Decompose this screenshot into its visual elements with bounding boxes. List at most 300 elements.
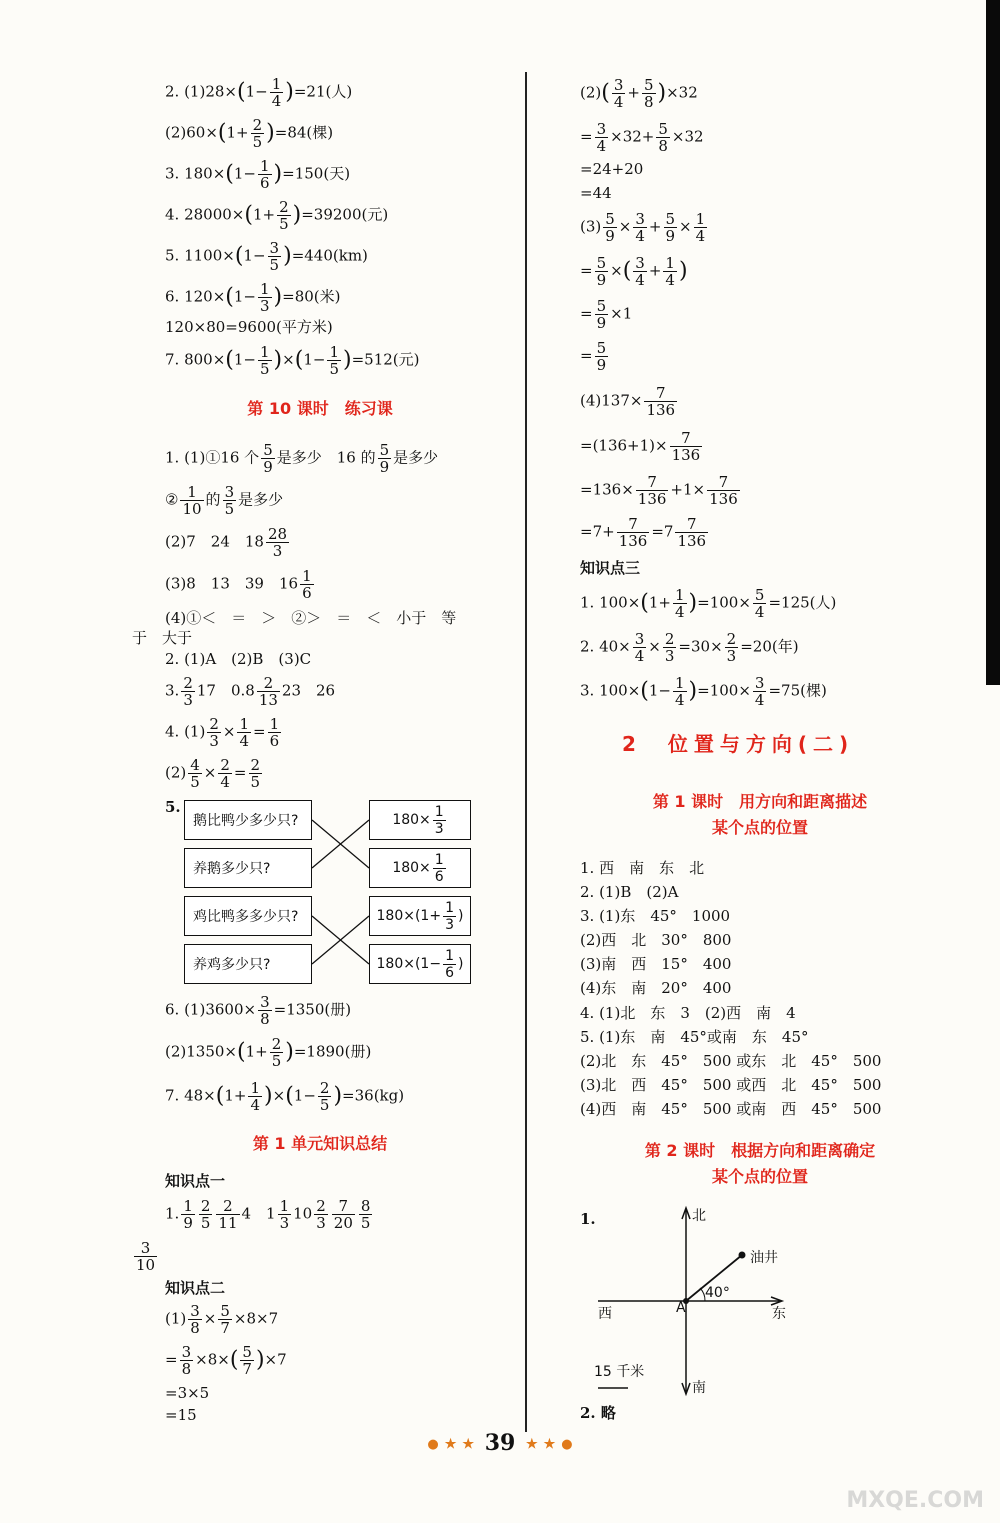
denominator: 4: [635, 271, 645, 289]
text-run: ×1: [610, 304, 633, 323]
text-line: 3. (1)东 45° 1000: [580, 907, 731, 925]
text-run: +: [648, 261, 662, 280]
text-run: =80(米): [282, 287, 341, 306]
denominator: 3: [260, 297, 270, 315]
text-run: ): [458, 908, 464, 924]
compass-label-target: 油井: [750, 1250, 778, 1266]
numerator: 2: [200, 1197, 211, 1215]
denominator: 5: [329, 360, 339, 378]
denominator: 6: [269, 732, 280, 750]
text-line: 1.: [580, 1210, 596, 1228]
text-run: 1−: [233, 350, 256, 369]
text-run: =(136+1)×: [580, 436, 668, 455]
numerator: 3: [181, 1343, 192, 1361]
paren: ): [688, 590, 698, 616]
text-run: (3)8 13 39 16: [165, 574, 299, 593]
denominator: 4: [675, 691, 685, 709]
numerator: 5: [596, 254, 607, 272]
numerator: 3: [634, 630, 645, 648]
numerator: 2: [316, 1197, 326, 1215]
paren: ): [273, 284, 283, 310]
numerator: 2: [209, 715, 219, 733]
text-run: =30×: [678, 637, 723, 656]
numerator: 3: [190, 1302, 200, 1320]
numerator: 1: [445, 899, 454, 916]
denominator: 3: [209, 732, 219, 750]
watermark: MXQE.COM: [846, 1488, 984, 1513]
numerator: 3: [134, 1240, 157, 1257]
denominator: 8: [643, 93, 654, 111]
text-run: ×32: [666, 83, 698, 102]
text-line: 于 大于: [132, 629, 193, 647]
text-run: =: [165, 1350, 178, 1369]
numerator: 1: [260, 280, 270, 298]
numerator: 1: [250, 1079, 261, 1097]
text-run: 1.: [165, 1204, 180, 1223]
paren: ): [285, 1039, 294, 1065]
denominator: 9: [183, 1214, 193, 1232]
numerator: 7: [675, 516, 708, 533]
paren: ): [678, 258, 688, 284]
numerator: 2: [319, 1079, 330, 1097]
paren: (: [229, 1347, 239, 1373]
text-run: 180×(1−: [376, 956, 442, 972]
numerator: 1: [445, 947, 454, 964]
paren: (: [225, 161, 234, 187]
paren: ): [292, 202, 302, 228]
text-run: 180×: [392, 812, 431, 828]
text-run: 6. (1)3600×: [165, 1000, 257, 1019]
numerator: 2: [726, 630, 737, 648]
text-run: =36(kg): [342, 1086, 405, 1105]
text-run: ×: [679, 217, 692, 236]
denominator: 136: [709, 490, 738, 508]
denominator: 4: [754, 603, 765, 621]
text-line: (4)①＜ ＝ ＞ ②＞ ＝ ＜ 小于 等: [165, 609, 457, 627]
text-run: 1−: [245, 82, 268, 101]
text-run: 1+: [224, 1086, 247, 1105]
text-run: 是多少: [238, 490, 284, 509]
denominator: 11: [218, 1214, 238, 1232]
paren: ): [342, 347, 352, 373]
text-run: =: [580, 304, 593, 323]
numerator: 3: [596, 120, 607, 138]
denominator: 6: [445, 964, 454, 981]
text-line: (3)北 西 45° 500 或西 北 45° 500: [580, 1076, 882, 1094]
numerator: 1: [239, 715, 249, 733]
paren: ): [283, 243, 292, 269]
star-icon: ★: [525, 1436, 538, 1452]
paren: (: [601, 80, 610, 106]
section-heading: 第 2 课时 根据方向和距离确定: [644, 1141, 876, 1160]
text-run: ×: [203, 763, 217, 782]
numerator: 2: [216, 1198, 239, 1215]
denominator: 6: [434, 868, 444, 885]
text-line: 5.: [165, 798, 181, 816]
unit-heading: 2 位置与方向(二): [622, 732, 855, 756]
text-run: 1−: [243, 246, 266, 265]
numerator: 8: [360, 1197, 371, 1215]
denominator: 8: [260, 1010, 270, 1028]
denominator: 4: [220, 773, 230, 791]
text-run: =39200(元): [301, 205, 389, 224]
denominator: 5: [260, 360, 270, 378]
text-run: (4)137×: [580, 391, 643, 410]
paren: ): [255, 1347, 265, 1373]
text-run: 1+: [226, 123, 249, 142]
denominator: 9: [665, 227, 676, 245]
paren: ): [266, 120, 275, 146]
numerator: 1: [329, 343, 339, 361]
text-run: ×: [203, 1309, 217, 1328]
denominator: 4: [754, 691, 765, 709]
denominator: 9: [596, 271, 607, 289]
text-run: =21(人): [293, 82, 353, 101]
numerator: 1: [695, 210, 706, 228]
text-run: 1+: [245, 1042, 268, 1061]
numerator: 7: [707, 474, 740, 491]
numerator: 1: [675, 674, 685, 692]
denominator: 136: [646, 401, 676, 419]
numerator: 7: [670, 430, 703, 447]
text-run: =75(棵): [768, 681, 827, 700]
text-line: =24+20: [580, 160, 644, 178]
numerator: 2: [250, 756, 261, 774]
text-run: 7. 800×: [165, 350, 226, 369]
denominator: 8: [658, 137, 668, 155]
denominator: 5: [252, 133, 263, 151]
denominator: 9: [596, 356, 607, 374]
denominator: 5: [271, 1052, 282, 1070]
text-line: 2. (1)A (2)B (3)C: [165, 650, 312, 668]
numerator: 28: [267, 525, 288, 543]
denominator: 5: [360, 1214, 371, 1232]
paren: (: [237, 1039, 246, 1065]
denominator: 6: [302, 584, 312, 602]
paren: (: [622, 258, 632, 284]
text-run: 的: [205, 490, 221, 509]
text-run: 1+: [252, 205, 276, 224]
text-run: 23 26: [281, 681, 336, 700]
paren: ): [688, 678, 698, 704]
text-line: =15: [165, 1406, 197, 1424]
numerator: 3: [224, 483, 235, 501]
text-run: ×: [648, 637, 661, 656]
numerator: 3: [635, 210, 645, 228]
text-run: 1−: [233, 287, 256, 306]
text-run: 3.: [165, 681, 180, 700]
denominator: 13: [258, 691, 278, 709]
numerator: 2: [220, 756, 230, 774]
denominator: 3: [316, 1214, 326, 1232]
text-run: =512(元): [351, 350, 420, 369]
numerator: 7: [617, 516, 650, 533]
denominator: 4: [271, 92, 282, 110]
text-run: (2)7 24 18: [165, 532, 264, 551]
paren: ): [333, 1083, 343, 1109]
text-run: (2): [580, 83, 602, 102]
paren: (: [640, 590, 649, 616]
denominator: 5: [269, 256, 280, 274]
denominator: 4: [596, 137, 607, 155]
numerator: 1: [665, 254, 675, 272]
section-heading: 某个点的位置: [711, 1167, 808, 1186]
text-line: =3×5: [165, 1384, 210, 1402]
numerator: 1: [260, 157, 270, 175]
numerator: 5: [263, 441, 273, 459]
denominator: 9: [605, 227, 615, 245]
numerator: 1: [180, 484, 203, 501]
text-run: 17 0.8: [196, 681, 255, 700]
paren: (: [225, 284, 234, 310]
text-run: 180×(1+: [376, 908, 442, 924]
paren: (: [294, 347, 304, 373]
numerator: 7: [644, 385, 677, 402]
numerator: 3: [613, 76, 624, 94]
text-run: 1. (1)①16 个: [165, 448, 260, 467]
numerator: 2: [257, 675, 280, 692]
text-run: ×8×: [195, 1350, 230, 1369]
numerator: 1: [434, 803, 444, 820]
text-run: =1890(册): [293, 1042, 372, 1061]
denominator: 4: [634, 647, 645, 665]
text-line: =44: [580, 184, 612, 202]
denominator: 4: [675, 603, 685, 621]
compass-label-west: 西: [598, 1306, 612, 1322]
text-run: =20(年): [740, 637, 799, 656]
denominator: 10: [182, 500, 202, 518]
text-run: (1): [165, 1309, 187, 1328]
paren: (: [236, 79, 246, 105]
text-run: 是多少 16 的: [276, 448, 376, 467]
denominator: 4: [635, 227, 645, 245]
text-run: +: [627, 83, 640, 102]
text-run: 1−: [303, 350, 326, 369]
text-run: 6. 120×: [165, 287, 226, 306]
text-run: 3. 180×: [165, 164, 226, 183]
denominator: 4: [239, 732, 249, 750]
text-run: ×: [272, 1086, 286, 1105]
denominator: 20: [333, 1214, 353, 1232]
compass-label-south: 南: [692, 1380, 706, 1396]
numerator: 5: [220, 1302, 230, 1320]
denominator: 7: [242, 1360, 252, 1378]
star-icon: ★: [543, 1436, 556, 1452]
text-run: 10: [293, 1204, 313, 1223]
star-icon: ●: [561, 1436, 573, 1452]
denominator: 5: [224, 500, 235, 518]
text-run: (2): [165, 763, 187, 782]
text-run: ②: [165, 490, 179, 509]
text-line: 知识点三: [580, 559, 641, 577]
text-run: =: [233, 763, 247, 782]
numerator: 1: [302, 567, 312, 585]
text-run: =7: [651, 522, 674, 541]
paren: ): [273, 161, 283, 187]
text-run: ×: [222, 722, 236, 741]
denominator: 5: [190, 773, 200, 791]
text-line: (4)西 南 45° 500 或南 西 45° 500: [580, 1100, 882, 1118]
paren: (: [215, 1083, 225, 1109]
text-line: 5. (1)东 南 45°或南 东 45°: [580, 1028, 809, 1046]
text-run: =100×: [697, 593, 751, 612]
paren: (: [640, 678, 649, 704]
numerator: 3: [635, 254, 645, 272]
text-run: 4. (1): [165, 722, 206, 741]
text-run: ): [458, 956, 464, 972]
text-run: 2. (1)28×: [165, 82, 237, 101]
numerator: 3: [754, 674, 765, 692]
numerator: 7: [636, 474, 669, 491]
match-box-left: 鹅比鸭少多少只?: [184, 800, 312, 840]
text-run: 5. 1100×: [165, 246, 235, 265]
match-box-left: 养鸡多少只?: [184, 944, 312, 984]
numerator: 7: [332, 1198, 355, 1215]
section-heading: 某个点的位置: [711, 818, 808, 837]
text-run: =136×: [580, 480, 634, 499]
text-run: =150(天): [282, 164, 351, 183]
denominator: 3: [445, 916, 454, 933]
numerator: 2: [271, 1035, 282, 1053]
text-run: =440(km): [291, 246, 368, 265]
text-run: 180×: [392, 860, 431, 876]
numerator: 1: [260, 343, 270, 361]
text-line: (4)东 南 20° 400: [580, 979, 732, 997]
section-heading: 第 1 课时 用方向和距离描述: [652, 792, 868, 811]
denominator: 5: [319, 1096, 330, 1114]
paren: ): [657, 80, 667, 106]
denominator: 136: [677, 532, 707, 550]
text-run: =: [253, 722, 266, 741]
match-box-left: 鸡比鸭多多少只?: [184, 896, 312, 936]
text-run: 4 1: [241, 1204, 276, 1223]
text-run: =1350(册): [273, 1000, 352, 1019]
numerator: 5: [242, 1343, 252, 1361]
star-icon: ★: [444, 1436, 457, 1452]
denominator: 3: [726, 647, 737, 665]
numerator: 2: [664, 630, 675, 648]
denominator: 8: [190, 1319, 200, 1337]
numerator: 1: [279, 1197, 290, 1215]
text-line: 120×80=9600(平方米): [165, 318, 333, 336]
text-run: 4. 28000×: [165, 205, 245, 224]
text-run: =125(人): [768, 593, 837, 612]
text-run: =: [580, 346, 593, 365]
denominator: 3: [183, 691, 193, 709]
text-run: ×7: [264, 1350, 287, 1369]
denominator: 136: [637, 490, 667, 508]
text-run: 1−: [648, 681, 671, 700]
text-run: =: [580, 261, 593, 280]
text-line: 1. 西 南 东 北: [580, 859, 705, 877]
compass-label-east: 东: [772, 1306, 786, 1322]
paren: (: [285, 1083, 294, 1109]
denominator: 4: [665, 271, 675, 289]
paren: ): [273, 347, 283, 373]
text-run: ×32: [671, 127, 704, 146]
numerator: 1: [271, 75, 282, 93]
paren: (: [234, 243, 244, 269]
denominator: 5: [200, 1214, 211, 1232]
section-heading: 第 10 课时 练习课: [247, 399, 393, 418]
numerator: 1: [675, 586, 685, 604]
text-run: 1. 100×: [580, 593, 641, 612]
denominator: 9: [596, 314, 607, 332]
denominator: 9: [379, 458, 390, 476]
text-run: 1−: [233, 164, 256, 183]
numerator: 4: [190, 756, 200, 774]
section-heading: 第 1 单元知识总结: [252, 1134, 388, 1153]
text-run: ×: [618, 217, 632, 236]
denominator: 10: [136, 1256, 156, 1274]
denominator: 4: [250, 1096, 261, 1114]
denominator: 3: [434, 820, 444, 837]
page-number: 39: [484, 1430, 516, 1456]
denominator: 3: [664, 647, 675, 665]
compass-label-north: 北: [692, 1208, 706, 1224]
page-footer: [0, 1430, 1000, 1456]
numerator: 2: [252, 116, 263, 134]
paren: ): [264, 1083, 273, 1109]
star-icon: ●: [427, 1436, 439, 1452]
text-run: =: [580, 127, 593, 146]
numerator: 5: [754, 586, 765, 604]
text-run: +1×: [670, 480, 706, 499]
paren: ): [285, 79, 294, 105]
numerator: 1: [269, 715, 280, 733]
compass-label-scale: 15 千米: [594, 1364, 645, 1380]
text-run: 3. 100×: [580, 681, 641, 700]
text-line: (2)北 东 45° 500 或东 北 45° 500: [580, 1052, 882, 1070]
numerator: 5: [605, 210, 615, 228]
text-run: ×: [610, 261, 623, 280]
numerator: 5: [596, 339, 607, 357]
numerator: 5: [379, 441, 390, 459]
text-line: (3)南 西 15° 400: [580, 955, 732, 973]
text-run: (2)1350×: [165, 1042, 237, 1061]
text-run: ×: [282, 350, 295, 369]
text-run: ×8×7: [233, 1309, 279, 1328]
denominator: 3: [279, 1214, 290, 1232]
denominator: 4: [695, 227, 706, 245]
denominator: 9: [263, 458, 273, 476]
text-run: 1+: [648, 593, 671, 612]
denominator: 8: [181, 1360, 192, 1378]
denominator: 3: [272, 542, 283, 560]
text-run: ×32+: [610, 127, 655, 146]
denominator: 6: [260, 174, 270, 192]
numerator: 3: [260, 993, 270, 1011]
text-run: =7+: [580, 522, 615, 541]
text-run: (2)60×: [165, 123, 218, 142]
denominator: 4: [613, 93, 624, 111]
text-line: 4. (1)北 东 3 (2)西 南 4: [580, 1004, 796, 1022]
compass-label-center: A: [676, 1300, 686, 1316]
text-run: 是多少: [393, 448, 439, 467]
numerator: 5: [665, 210, 676, 228]
text-run: =100×: [697, 681, 751, 700]
text-run: +: [648, 217, 662, 236]
numerator: 5: [658, 120, 668, 138]
paren: (: [225, 347, 234, 373]
numerator: 5: [643, 76, 654, 94]
text-run: 7. 48×: [165, 1086, 216, 1105]
denominator: 136: [618, 532, 648, 550]
denominator: 5: [279, 215, 289, 233]
numerator: 1: [434, 851, 444, 868]
star-icon: ★: [462, 1436, 475, 1452]
denominator: 5: [250, 773, 261, 791]
